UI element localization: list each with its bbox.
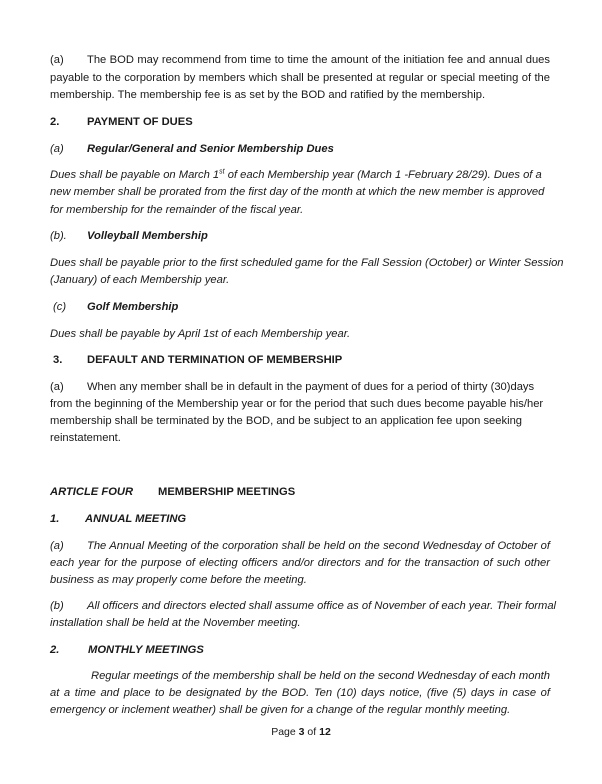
section-3-text-1: When any member shall be in default in the payment of dues for a period of thirty (30)days [87, 381, 535, 393]
sub-b-line-2: (January) of each Membership year. [50, 274, 230, 286]
annual-a-line-2: each year for the purpose of electing officers and/or directors and for the transaction of such other [50, 557, 550, 569]
section-3-line-4: reinstatement. [50, 432, 121, 444]
monthly-line-2: at a time and place to be designated by the BOD. Ten (10) days notice, (five (5) days in case of [50, 687, 550, 699]
sub-a-text-1b: of each Membership year (March 1 -February 28/29). Dues of a [224, 169, 542, 181]
footer-current-page: 3 [298, 726, 305, 738]
annual-title: ANNUAL MEETING [85, 513, 187, 525]
monthly-heading [50, 643, 550, 657]
annual-a-line-1 [50, 539, 550, 553]
annual-a-text-1: The Annual Meeting of the corporation shall be held on the second Wednesday of October of [87, 540, 550, 552]
annual-heading [50, 512, 550, 526]
section-3-line-2: from the beginning of the Membership year or for the period that such dues become payable his/her [50, 398, 544, 410]
sub-c-heading [53, 300, 553, 314]
sub-c-title: Golf Membership [87, 301, 179, 313]
section-2-number: 2. [50, 116, 60, 128]
annual-a-line-3: business as may properly come before the meeting. [50, 574, 307, 586]
sub-a-line-2: new member shall be prorated from the first day of the month at which the new member is approved [50, 186, 545, 198]
intro-line-2: payable to the corporation by members which shall be presented at regular or special meeting of the [50, 72, 550, 84]
sub-a-line-1 [50, 168, 550, 182]
article-label: ARTICLE FOUR [50, 486, 134, 498]
annual-b-line-2: installation shall be held at the November meeting. [50, 617, 301, 629]
sub-c-label: (c) [53, 301, 67, 313]
monthly-line-1: Regular meetings of the membership shall be held on the second Wednesday of each month [91, 670, 550, 682]
sub-b-title: Volleyball Membership [87, 230, 208, 242]
intro-label: (a) [50, 54, 64, 66]
annual-b-label: (b) [50, 600, 64, 612]
monthly-line-3: emergency or inclement weather) shall be given for a change of the regular monthly meeting. [50, 704, 511, 716]
section-3-line-3: membership shall be terminated by the BOD, and be subject to an application fee upon seeking [50, 415, 523, 427]
footer-of-word: of [307, 726, 317, 738]
annual-b-text-1: All officers and directors elected shall assume office as of November of each year. Their formal [87, 600, 557, 612]
sub-c-line-1: Dues shall be payable by April 1st of each Membership year. [50, 328, 351, 340]
sub-a-label: (a) [50, 143, 64, 155]
sub-a-text-1a: Dues shall be payable on March 1 [50, 169, 220, 181]
section-3-line-1 [50, 380, 550, 394]
monthly-title: MONTHLY MEETINGS [88, 644, 204, 656]
sub-a-title: Regular/General and Senior Membership Dues [87, 143, 334, 155]
sub-b-heading [50, 229, 550, 243]
sub-a-line-3: for membership for the remainder of the fiscal year. [50, 204, 304, 216]
section-2-heading [50, 115, 550, 129]
article-title: MEMBERSHIP MEETINGS [158, 486, 296, 498]
sub-b-label: (b). [50, 230, 67, 242]
sub-a-heading [50, 142, 550, 156]
footer-page-word: Page [271, 726, 296, 738]
article-heading [50, 485, 550, 499]
sub-a-superscript: st [219, 168, 225, 176]
section-3-label: (a) [50, 381, 64, 393]
monthly-number: 2. [50, 644, 60, 656]
section-3-title: DEFAULT AND TERMINATION OF MEMBERSHIP [87, 354, 343, 366]
section-2-title: PAYMENT OF DUES [87, 116, 193, 128]
annual-number: 1. [50, 513, 60, 525]
annual-b-line-1 [50, 599, 557, 613]
page-footer [0, 725, 602, 739]
intro-line-3: membership. The membership fee is as set by the BOD and ratified by the membership. [50, 89, 486, 101]
intro-line-1 [50, 53, 550, 67]
section-3-heading [53, 353, 553, 367]
section-3-number: 3. [53, 354, 63, 366]
sub-b-line-1: Dues shall be payable prior to the first scheduled game for the Fall Session (October) or Winter Session [50, 257, 564, 269]
intro-text-1: The BOD may recommend from time to time the amount of the initiation fee and annual dues [87, 54, 550, 66]
footer-total-pages: 12 [319, 726, 331, 738]
annual-a-label: (a) [50, 540, 64, 552]
